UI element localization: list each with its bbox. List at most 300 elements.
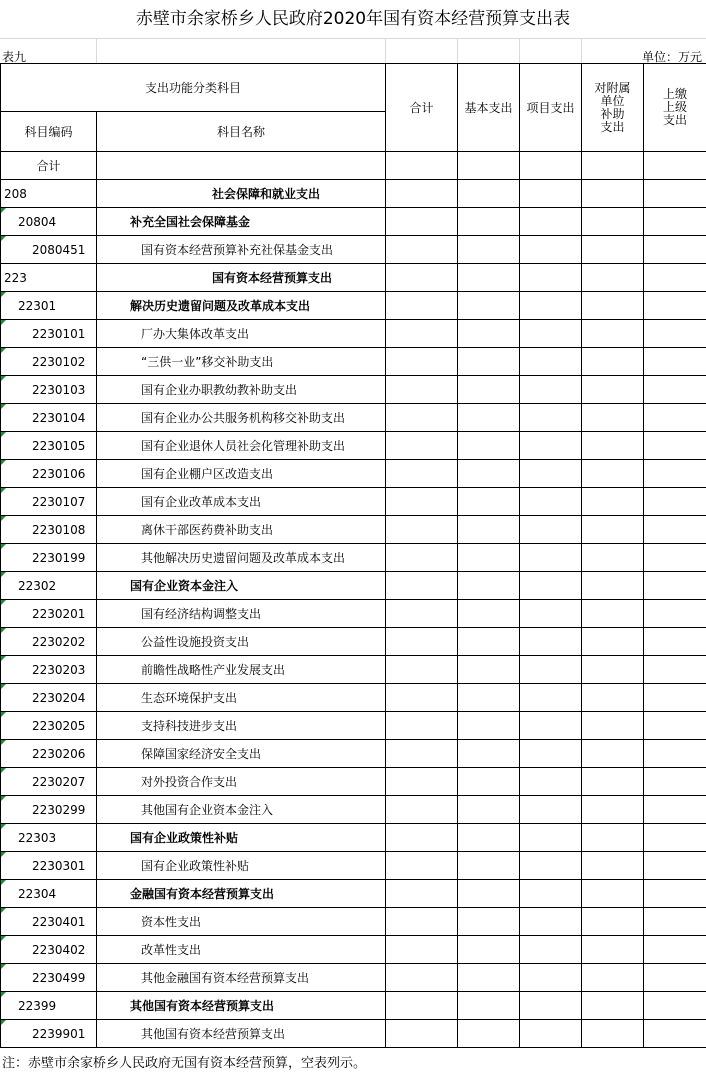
row-value-total [386, 180, 458, 208]
row-code-text: 2230402 [32, 942, 86, 957]
top-gridline-v3 [457, 38, 458, 63]
row-value-subsidy [582, 628, 644, 656]
row-code-text: 2230203 [32, 662, 86, 677]
row-value-basic [458, 404, 520, 432]
cell-marker-icon [1, 208, 6, 213]
row-name: 厂办大集体改革支出 [97, 320, 386, 348]
row-code [1, 292, 97, 320]
table-row [1, 572, 706, 600]
table-row [1, 964, 706, 992]
top-gridline-v1 [96, 38, 97, 63]
top-gridline-v4 [519, 38, 520, 63]
row-value-subsidy [582, 936, 644, 964]
row-name: 对外投资合作支出 [97, 768, 386, 796]
row-value-upper [644, 348, 706, 376]
row-value-total [386, 852, 458, 880]
cell-marker-icon [1, 628, 6, 633]
row-code [1, 348, 97, 376]
row-name: 保障国家经济安全支出 [97, 740, 386, 768]
row-value-total [386, 516, 458, 544]
cell-marker-icon [1, 544, 6, 549]
cell-marker-icon [1, 992, 6, 997]
total-label: 合计 [1, 152, 97, 180]
header-subsidy-line-2: 单位 [600, 93, 625, 108]
row-value-project [520, 488, 582, 516]
row-name: 公益性设施投资支出 [97, 628, 386, 656]
row-value-upper [644, 572, 706, 600]
row-value-upper [644, 796, 706, 824]
budget-table [0, 63, 706, 1048]
row-code-text: 2230499 [32, 970, 86, 985]
table-row [1, 628, 706, 656]
row-code [1, 656, 97, 684]
row-name: 资本性支出 [97, 908, 386, 936]
row-value-total [386, 432, 458, 460]
top-gridline-v5 [581, 38, 582, 63]
row-value-upper [644, 656, 706, 684]
row-code-text: 2230103 [32, 382, 86, 397]
table-row [1, 712, 706, 740]
header-subsidy-line-1: 对附属 [594, 80, 631, 95]
row-value-basic [458, 908, 520, 936]
row-name: 国有资本经营预算补充社保基金支出 [97, 236, 386, 264]
row-value-upper [644, 376, 706, 404]
row-value-total [386, 320, 458, 348]
cell-marker-icon [1, 376, 6, 381]
table-number: 表九 [2, 50, 27, 64]
table-row [1, 292, 706, 320]
row-name: 其他金融国有资本经营预算支出 [97, 964, 386, 992]
row-value-subsidy [582, 404, 644, 432]
row-name: 其他国有企业资本金注入 [97, 796, 386, 824]
row-value-project [520, 740, 582, 768]
row-value-subsidy [582, 376, 644, 404]
row-code-text: 2230301 [32, 858, 86, 873]
total-row [1, 152, 706, 180]
header-upper [644, 64, 706, 152]
row-value-subsidy [582, 208, 644, 236]
row-value-subsidy [582, 236, 644, 264]
cell-marker-icon [1, 320, 6, 325]
row-value-basic [458, 824, 520, 852]
row-value-upper [644, 992, 706, 1020]
row-value-project [520, 796, 582, 824]
row-value-project [520, 432, 582, 460]
row-value-project [520, 908, 582, 936]
row-value-project [520, 292, 582, 320]
row-value-upper [644, 292, 706, 320]
row-value-subsidy [582, 516, 644, 544]
row-code [1, 320, 97, 348]
row-code [1, 600, 97, 628]
row-value-subsidy [582, 992, 644, 1020]
row-value-project [520, 656, 582, 684]
row-code [1, 880, 97, 908]
row-value-subsidy [582, 488, 644, 516]
row-value-subsidy [582, 768, 644, 796]
row-value-basic [458, 264, 520, 292]
row-value-total [386, 208, 458, 236]
row-value-subsidy [582, 880, 644, 908]
row-name: “三供一业”移交补助支出 [97, 348, 386, 376]
row-value-basic [458, 964, 520, 992]
header-subsidy-line-3: 补助 [600, 106, 625, 121]
row-code-text: 208 [4, 186, 27, 201]
table-row [1, 824, 706, 852]
cell-marker-icon [1, 712, 6, 717]
row-value-upper [644, 628, 706, 656]
row-value-project [520, 544, 582, 572]
row-value-total [386, 348, 458, 376]
row-value-total [386, 488, 458, 516]
cell-marker-icon [1, 880, 6, 885]
table-row [1, 768, 706, 796]
row-value-total [386, 1020, 458, 1048]
row-code-text: 2230401 [32, 914, 86, 929]
row-name: 国有企业办职教幼教补助支出 [97, 376, 386, 404]
table-row [1, 852, 706, 880]
total-value-basic [458, 152, 520, 180]
row-value-subsidy [582, 796, 644, 824]
table-row [1, 600, 706, 628]
row-value-total [386, 908, 458, 936]
row-value-subsidy [582, 712, 644, 740]
row-code-text: 2230107 [32, 494, 86, 509]
row-value-basic [458, 936, 520, 964]
row-value-subsidy [582, 964, 644, 992]
row-code-text: 2230106 [32, 466, 86, 481]
row-code-text: 2230299 [32, 802, 86, 817]
row-code [1, 684, 97, 712]
cell-marker-icon [1, 488, 6, 493]
total-value-project [520, 152, 582, 180]
cell-marker-icon [1, 908, 6, 913]
row-code [1, 936, 97, 964]
row-value-total [386, 768, 458, 796]
cell-marker-icon [1, 292, 6, 297]
table-row [1, 320, 706, 348]
table-row [1, 376, 706, 404]
row-code-text: 223 [4, 270, 27, 285]
row-value-subsidy [582, 908, 644, 936]
row-code [1, 628, 97, 656]
row-code-text: 22302 [18, 578, 57, 593]
row-value-total [386, 740, 458, 768]
row-value-total [386, 236, 458, 264]
row-name: 其他国有资本经营预算支出 [97, 992, 386, 1020]
row-code-text: 2230204 [32, 690, 86, 705]
row-value-upper [644, 936, 706, 964]
table-row [1, 1020, 706, 1048]
row-value-upper [644, 180, 706, 208]
row-name: 国有企业改革成本支出 [97, 488, 386, 516]
row-value-total [386, 600, 458, 628]
total-value-total [386, 152, 458, 180]
row-value-basic [458, 432, 520, 460]
row-name: 离休干部医药费补助支出 [97, 516, 386, 544]
row-value-basic [458, 656, 520, 684]
header-project: 项目支出 [520, 64, 582, 152]
header-subsidy [582, 64, 644, 152]
row-code [1, 376, 97, 404]
row-name: 社会保障和就业支出 [97, 180, 386, 208]
table-row [1, 544, 706, 572]
row-value-basic [458, 488, 520, 516]
row-value-basic [458, 880, 520, 908]
row-code [1, 544, 97, 572]
row-name: 国有企业政策性补贴 [97, 824, 386, 852]
table-row [1, 740, 706, 768]
row-value-upper [644, 1020, 706, 1048]
row-value-basic [458, 768, 520, 796]
row-value-subsidy [582, 432, 644, 460]
row-code-text: 2230205 [32, 718, 86, 733]
row-value-upper [644, 880, 706, 908]
row-code-text: 2230202 [32, 634, 86, 649]
row-value-project [520, 628, 582, 656]
row-value-basic [458, 208, 520, 236]
row-code [1, 908, 97, 936]
row-code [1, 1020, 97, 1048]
row-value-basic [458, 684, 520, 712]
row-code [1, 404, 97, 432]
table-row [1, 404, 706, 432]
row-value-project [520, 880, 582, 908]
row-name: 生态环境保护支出 [97, 684, 386, 712]
row-value-upper [644, 544, 706, 572]
cell-marker-icon [1, 740, 6, 745]
row-value-subsidy [582, 460, 644, 488]
row-value-project [520, 684, 582, 712]
row-name: 国有企业办公共服务机构移交补助支出 [97, 404, 386, 432]
row-value-upper [644, 964, 706, 992]
row-value-subsidy [582, 572, 644, 600]
row-value-project [520, 768, 582, 796]
header-subsidy-line-4: 支出 [600, 119, 625, 134]
row-value-total [386, 460, 458, 488]
row-code-text: 2230206 [32, 746, 86, 761]
row-value-project [520, 600, 582, 628]
row-code [1, 236, 97, 264]
row-value-total [386, 376, 458, 404]
row-value-project [520, 516, 582, 544]
row-code-text: 2230105 [32, 438, 86, 453]
row-code [1, 516, 97, 544]
row-value-total [386, 824, 458, 852]
row-name: 国有企业政策性补贴 [97, 852, 386, 880]
row-code-text: 2080451 [32, 242, 86, 257]
total-value-upper [644, 152, 706, 180]
row-value-subsidy [582, 1020, 644, 1048]
row-value-upper [644, 404, 706, 432]
row-value-project [520, 236, 582, 264]
table-row [1, 516, 706, 544]
row-name: 国有企业退休人员社会化管理补助支出 [97, 432, 386, 460]
row-value-project [520, 992, 582, 1020]
header-upper-line-1: 上缴 [663, 87, 688, 101]
row-code [1, 180, 97, 208]
cell-marker-icon [1, 516, 6, 521]
row-value-project [520, 460, 582, 488]
row-value-upper [644, 208, 706, 236]
row-value-basic [458, 992, 520, 1020]
row-value-project [520, 824, 582, 852]
cell-marker-icon [1, 824, 6, 829]
header-upper-line-2: 上级 [663, 100, 688, 114]
table-row [1, 796, 706, 824]
table-row [1, 208, 706, 236]
header-basic: 基本支出 [458, 64, 520, 152]
row-code [1, 264, 97, 292]
row-name: 其他国有资本经营预算支出 [97, 1020, 386, 1048]
row-value-upper [644, 600, 706, 628]
cell-marker-icon [1, 432, 6, 437]
row-value-basic [458, 376, 520, 404]
header-code: 科目编码 [1, 112, 97, 152]
row-value-subsidy [582, 544, 644, 572]
cell-marker-icon [1, 348, 6, 353]
row-value-total [386, 404, 458, 432]
row-value-upper [644, 712, 706, 740]
row-value-project [520, 936, 582, 964]
row-name: 补充全国社会保障基金 [97, 208, 386, 236]
row-code-text: 2230101 [32, 326, 86, 341]
table-row [1, 264, 706, 292]
header-category: 支出功能分类科目 [1, 64, 386, 112]
row-code [1, 852, 97, 880]
row-value-basic [458, 1020, 520, 1048]
row-value-basic [458, 460, 520, 488]
row-value-basic [458, 740, 520, 768]
row-name: 解决历史遗留问题及改革成本支出 [97, 292, 386, 320]
header-upper-line-3: 支出 [663, 113, 688, 127]
row-value-total [386, 992, 458, 1020]
table-row [1, 684, 706, 712]
row-value-subsidy [582, 348, 644, 376]
row-name: 前瞻性战略性产业发展支出 [97, 656, 386, 684]
total-name-cell [97, 152, 386, 180]
row-value-basic [458, 712, 520, 740]
row-code [1, 824, 97, 852]
row-value-subsidy [582, 292, 644, 320]
row-value-subsidy [582, 740, 644, 768]
top-gridline-v2 [385, 38, 386, 63]
row-code [1, 740, 97, 768]
footnote: 注：赤壁市余家桥乡人民政府无国有资本经营预算，空表列示。 [2, 1056, 367, 1071]
row-value-subsidy [582, 852, 644, 880]
row-value-basic [458, 544, 520, 572]
row-value-project [520, 264, 582, 292]
row-code-text: 22304 [18, 886, 57, 901]
row-value-basic [458, 600, 520, 628]
row-value-upper [644, 768, 706, 796]
row-value-project [520, 404, 582, 432]
row-value-project [520, 180, 582, 208]
row-code [1, 488, 97, 516]
row-value-project [520, 348, 582, 376]
row-value-project [520, 320, 582, 348]
row-value-basic [458, 516, 520, 544]
row-value-subsidy [582, 600, 644, 628]
row-code [1, 460, 97, 488]
row-value-subsidy [582, 264, 644, 292]
table-row [1, 180, 706, 208]
row-value-project [520, 1020, 582, 1048]
cell-marker-icon [1, 1020, 6, 1025]
cell-marker-icon [1, 964, 6, 969]
row-code [1, 712, 97, 740]
cell-marker-icon [1, 572, 6, 577]
row-value-total [386, 712, 458, 740]
row-value-subsidy [582, 320, 644, 348]
row-code-text: 2230102 [32, 354, 86, 369]
row-value-project [520, 376, 582, 404]
row-code-text: 2239901 [32, 1026, 86, 1041]
row-value-upper [644, 236, 706, 264]
table-row [1, 348, 706, 376]
row-code-text: 2230199 [32, 550, 86, 565]
row-value-upper [644, 460, 706, 488]
header-row-1 [1, 64, 706, 112]
cell-marker-icon [1, 796, 6, 801]
row-value-basic [458, 180, 520, 208]
top-gridline [0, 38, 706, 39]
row-code-text: 2230108 [32, 522, 86, 537]
row-value-total [386, 628, 458, 656]
row-value-subsidy [582, 656, 644, 684]
cell-marker-icon [1, 684, 6, 689]
row-value-basic [458, 628, 520, 656]
row-value-upper [644, 320, 706, 348]
row-value-project [520, 852, 582, 880]
cell-marker-icon [1, 852, 6, 857]
table-row [1, 236, 706, 264]
row-code-text: 22301 [18, 298, 57, 313]
cell-marker-icon [1, 600, 6, 605]
row-value-total [386, 292, 458, 320]
row-value-upper [644, 852, 706, 880]
total-value-subsidy [582, 152, 644, 180]
header-total: 合计 [386, 64, 458, 152]
header-name: 科目名称 [97, 112, 386, 152]
row-name: 其他解决历史遗留问题及改革成本支出 [97, 544, 386, 572]
table-row [1, 460, 706, 488]
row-name: 国有企业资本金注入 [97, 572, 386, 600]
row-name: 支持科技进步支出 [97, 712, 386, 740]
row-value-upper [644, 432, 706, 460]
row-value-project [520, 712, 582, 740]
row-value-upper [644, 516, 706, 544]
row-code-text: 2230104 [32, 410, 86, 425]
row-value-basic [458, 236, 520, 264]
row-code-text: 2230207 [32, 774, 86, 789]
row-value-subsidy [582, 180, 644, 208]
row-value-upper [644, 488, 706, 516]
row-value-upper [644, 908, 706, 936]
row-code [1, 768, 97, 796]
row-value-basic [458, 572, 520, 600]
row-value-project [520, 208, 582, 236]
row-code [1, 992, 97, 1020]
row-value-total [386, 544, 458, 572]
table-row [1, 656, 706, 684]
row-value-basic [458, 320, 520, 348]
page-title: 赤壁市余家桥乡人民政府2020年国有资本经营预算支出表 [135, 9, 571, 29]
row-value-project [520, 572, 582, 600]
row-code [1, 208, 97, 236]
row-value-basic [458, 292, 520, 320]
table-row [1, 488, 706, 516]
